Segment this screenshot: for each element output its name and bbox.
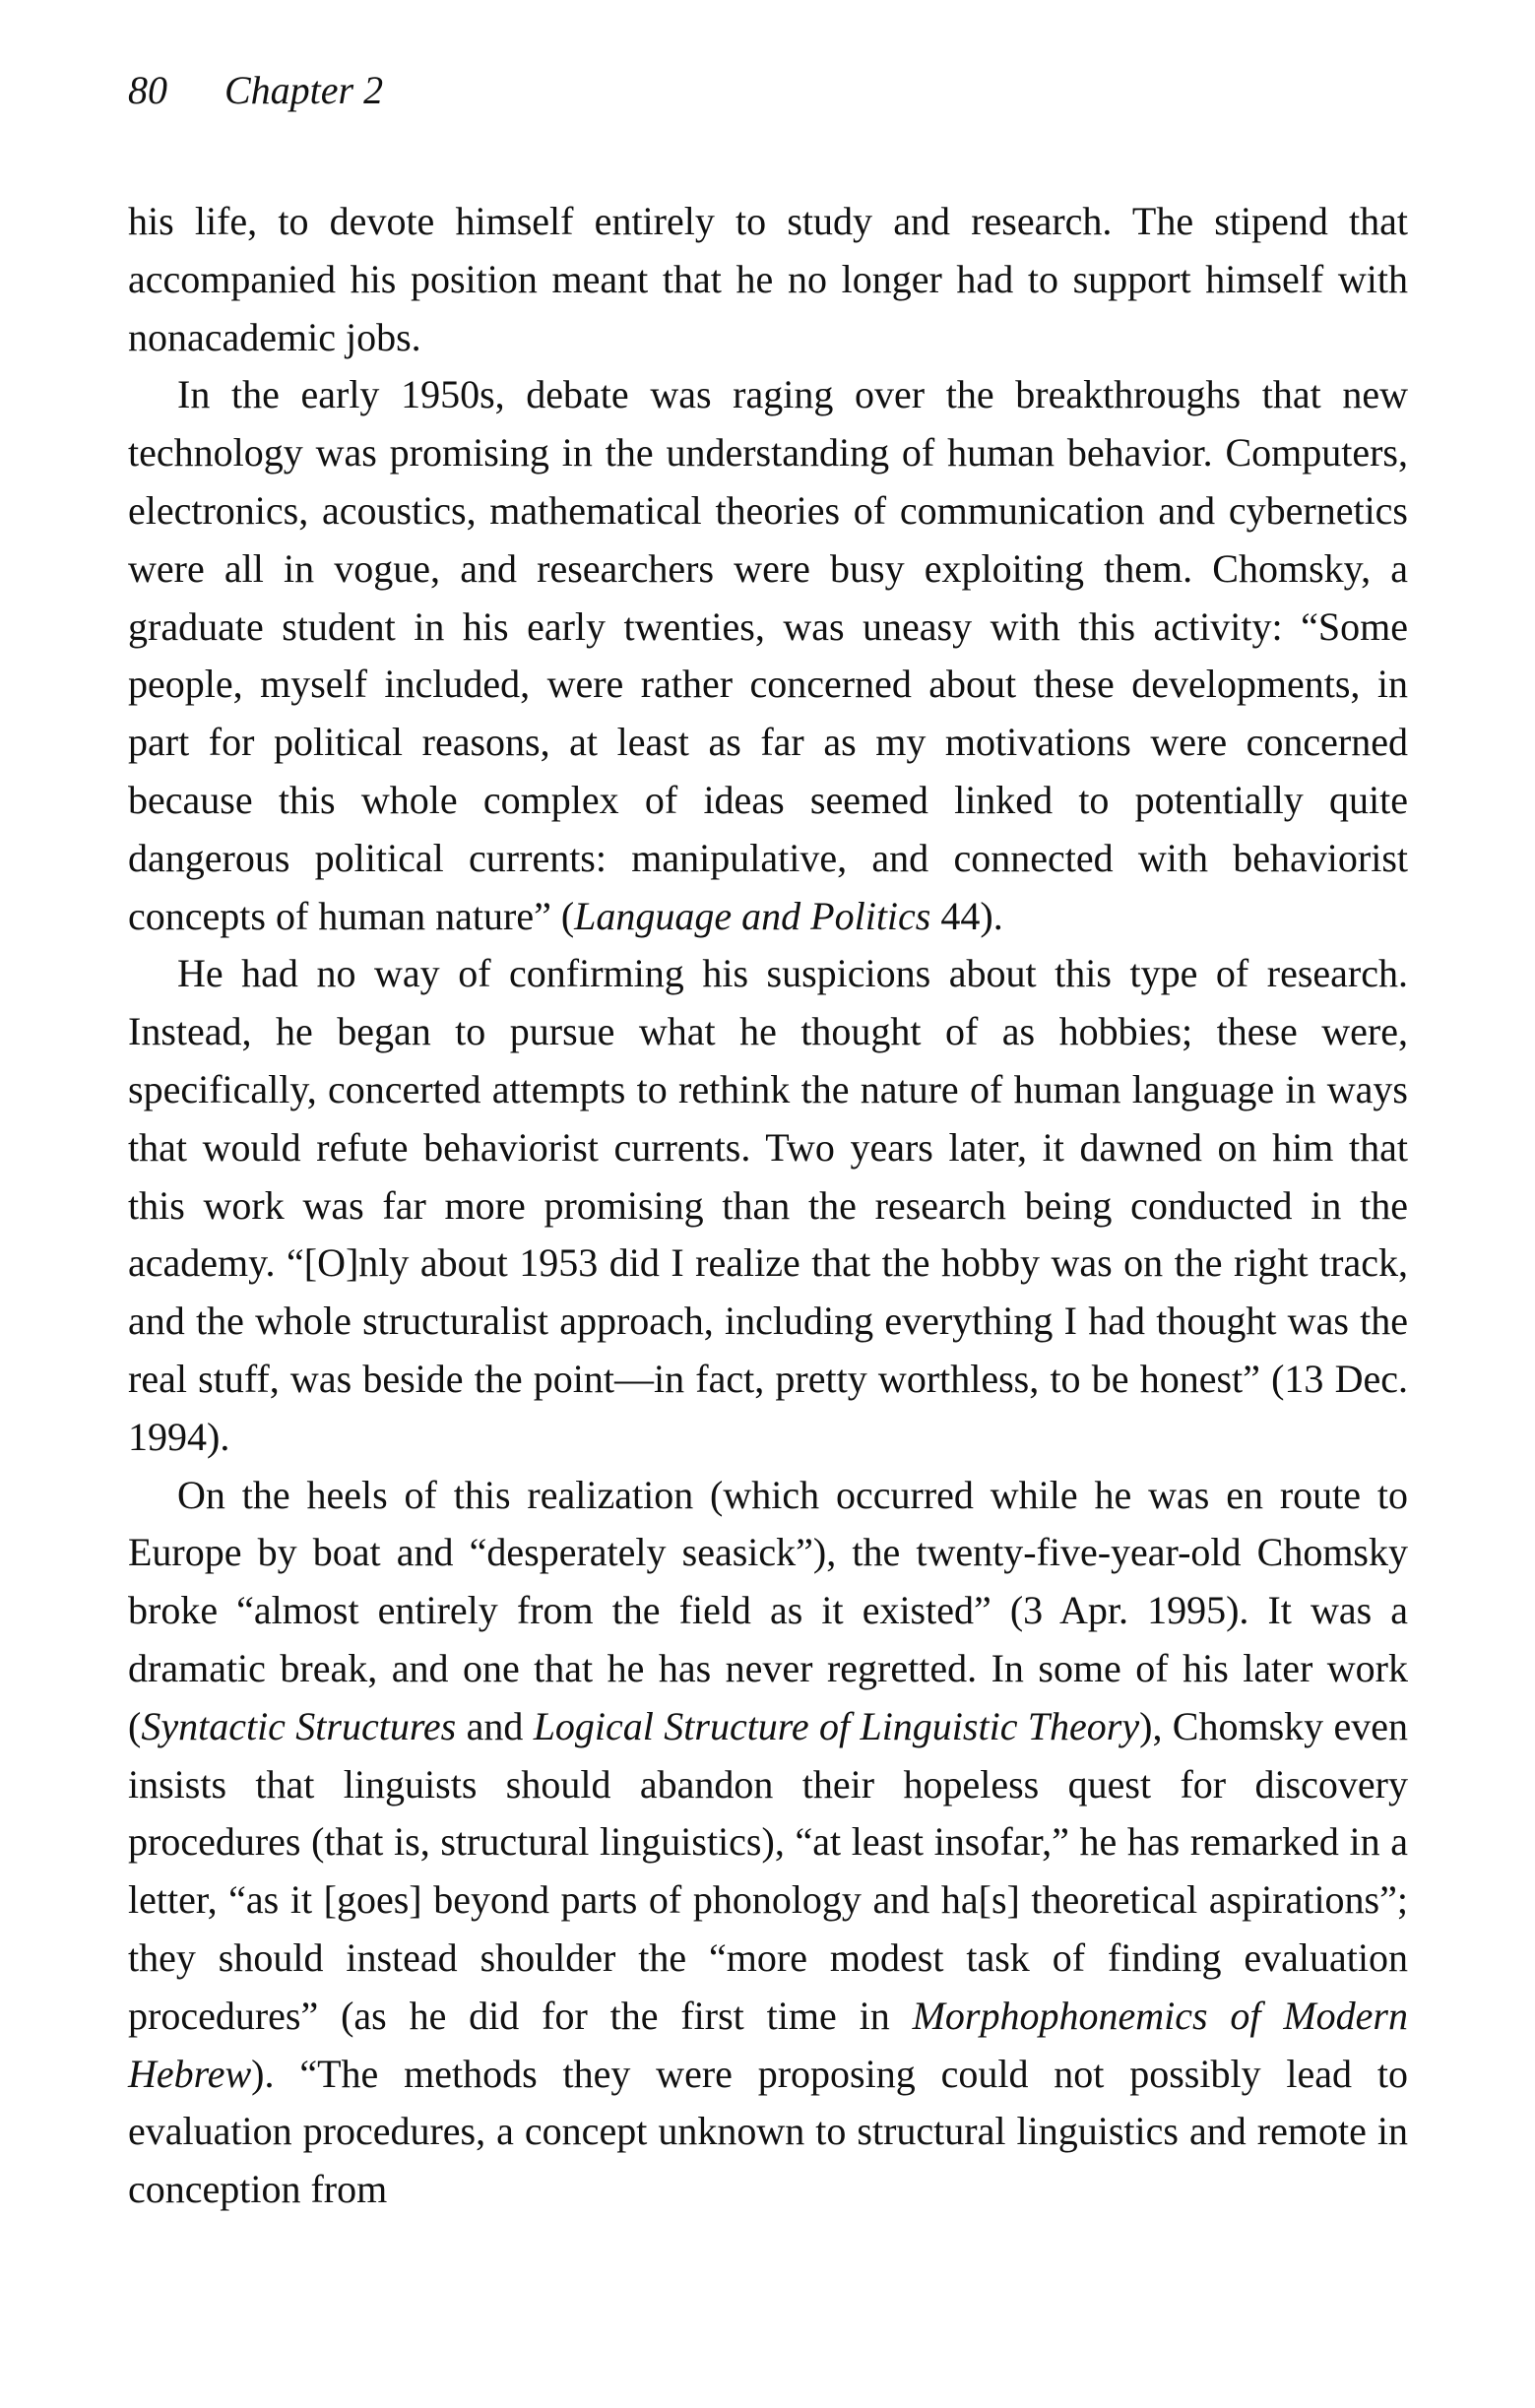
text-run: and	[456, 1703, 534, 1748]
paragraph	[128, 366, 1408, 945]
text-run: 44).	[930, 893, 1003, 938]
paragraph	[128, 945, 1408, 1466]
body-text	[128, 193, 1408, 2219]
book-title: Syntactic Structures	[141, 1703, 457, 1748]
text-run: In the early 1950s, debate was raging over the breakthroughs that new technology was promising in the understanding of human behavior. Computers, electronics, acoustics, mathematical theories of communication and cybernetics were all in vogue, and researchers were busy exploiting them. Chomsky, a graduate student in his early twenties, was uneasy with this activity: “Some people, myself included, were rather concerned about these developments, in part for political reasons, at least as far as my motivations were concerned because this whole complex of ideas seemed linked to potentially quite dangerous political currents: manipulative, and connected with behaviorist concepts of human nature” (	[128, 372, 1408, 938]
paragraph-continued	[128, 193, 1408, 366]
page-number: 80	[128, 68, 167, 112]
paragraph	[128, 1467, 1408, 2219]
chapter-title: Chapter 2	[224, 68, 384, 112]
book-title: Language and Politics	[574, 893, 931, 938]
book-title: Logical Structure of Linguistic Theory	[533, 1703, 1140, 1748]
text-run: ). “The methods they were proposing could not possibly lead to evaluation procedures, a concept unknown to structural linguistics and remote in conception from	[128, 2051, 1408, 2212]
text-run: his life, to devote himself entirely to study and research. The stipend that accompanied his position meant that he no longer had to support himself with nonacademic jobs.	[128, 199, 1408, 359]
book-title: Morphophonemics of Modern Hebrew	[128, 1993, 1408, 2096]
text-run: On the heels of this realization (which occurred while he was en route to Europe by boat and “desperately seasick”), the twenty-five-year-old Chomsky broke “almost entirely from the field as it existed” (3 Apr. 1995). It was a dramatic break, and one that he has never regretted. In some of his later work (	[128, 1472, 1408, 1748]
text-run: He had no way of confirming his suspicions about this type of research. Instead, he began to pursue what he thought of as hobbies; these were, specifically, concerted attempts to rethink the nature of human language in ways that would refute behaviorist currents. Two years later, it dawned on him that this work was far more promising than the research being conducted in the academy. “[O]nly about 1953 did I realize that the hobby was on the right track, and the whole structuralist approach, including everything I had thought was the real stuff, was beside the point—in fact, pretty worthless, to be honest” (13 Dec. 1994).	[128, 951, 1408, 1459]
text-run: ), Chomsky even insists that linguists should abandon their hopeless quest for discovery procedures (that is, structural linguistics), “at least insofar,” he has remarked in a letter, “as it [goes] beyond parts of phonology and ha[s] theoretical aspirations”; they should instead shoulder the “more modest task of finding evaluation procedures” (as he did for the first time in	[128, 1703, 1408, 2038]
running-head	[128, 67, 383, 114]
